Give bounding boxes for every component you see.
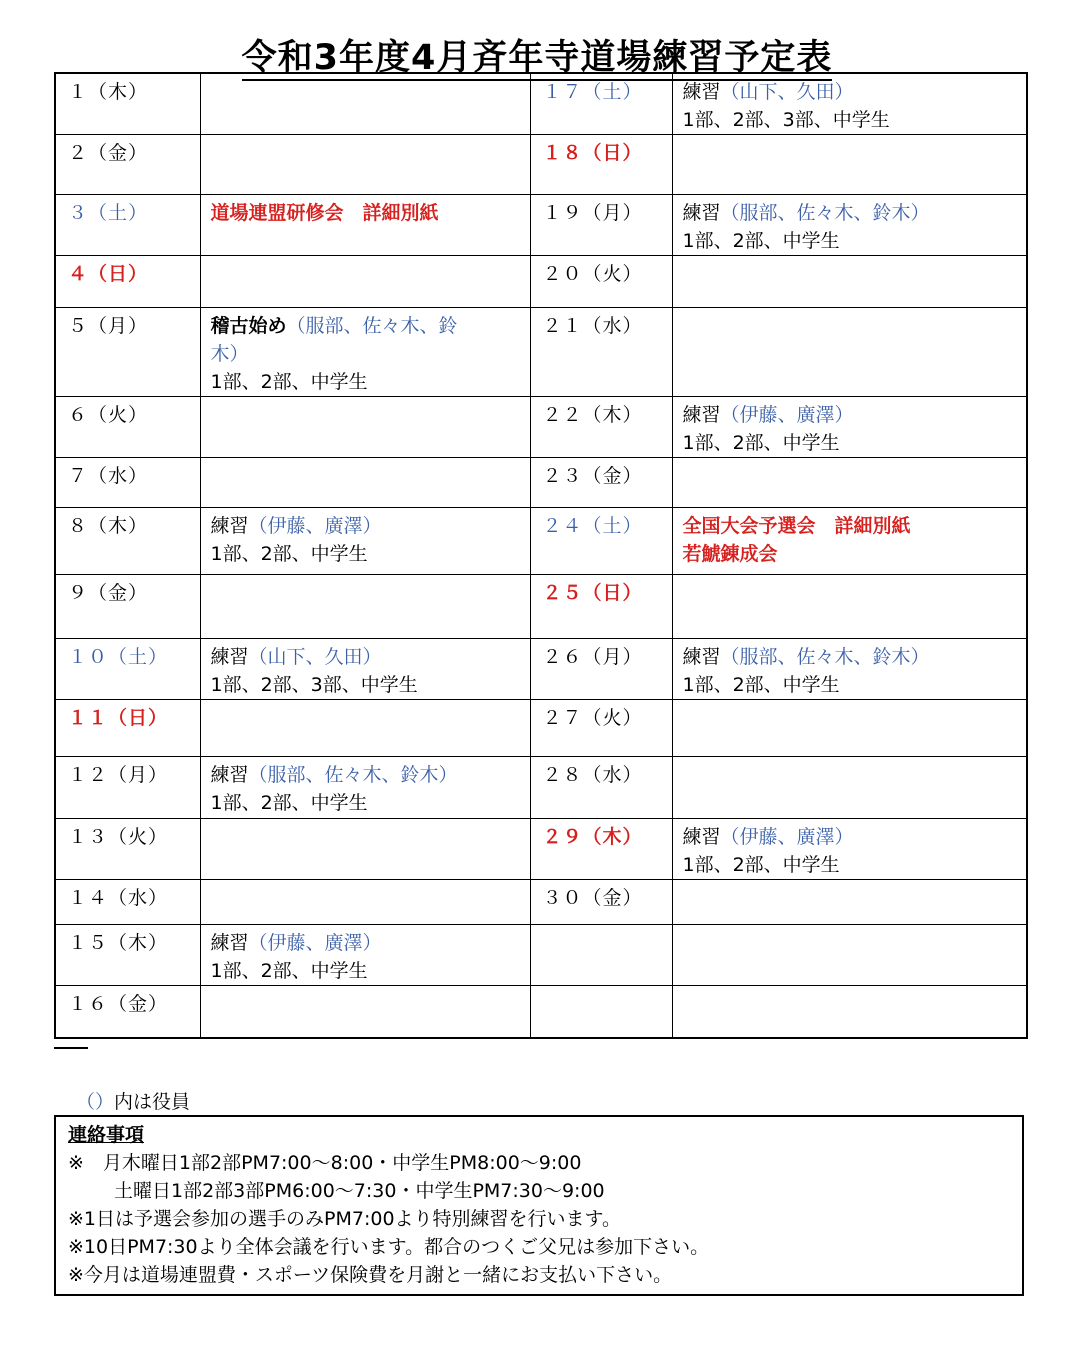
left-date-cell: １（木） [55, 73, 200, 135]
right-event-cell [672, 639, 1027, 700]
legend-paren: （） [76, 1091, 115, 1113]
event-text: （服部、佐々木、鈴 [286, 315, 458, 337]
event-text: 1部、2部、中学生 [682, 854, 840, 876]
event-text: 全国大会予選会 詳細別紙 [682, 515, 911, 537]
event-line [211, 957, 530, 985]
right-date-cell: ２１（水） [530, 308, 672, 397]
table-row [55, 639, 1027, 700]
table-row [55, 195, 1027, 256]
event-text: 練習 [210, 515, 249, 537]
event-text: （伊藤、廣澤） [720, 404, 854, 426]
event-text: 1部、2部、3部、中学生 [682, 109, 890, 131]
event-line [683, 671, 1027, 699]
event-text: 練習 [682, 646, 721, 668]
right-event-cell [672, 880, 1027, 925]
event-text: 若鯱錬成会 [682, 543, 778, 565]
table-row [55, 819, 1027, 880]
right-date-cell: ２８（水） [530, 757, 672, 819]
table-row [55, 757, 1027, 819]
event-line [683, 823, 1027, 851]
left-date-cell: ３（土） [55, 195, 200, 256]
legend-text: 内は役員 [114, 1091, 191, 1113]
right-date-cell: ２７（火） [530, 700, 672, 757]
event-text: 練習 [210, 764, 249, 786]
table-row [55, 397, 1027, 458]
right-event-cell [672, 575, 1027, 639]
event-line [211, 368, 530, 396]
left-date-cell: ５（月） [55, 308, 200, 397]
left-date-cell: １２（月） [55, 757, 200, 819]
right-event-cell [672, 256, 1027, 308]
table-row [55, 880, 1027, 925]
left-event-cell [200, 575, 530, 639]
left-event-cell [200, 819, 530, 880]
left-event-cell [200, 925, 530, 986]
left-event-cell [200, 700, 530, 757]
left-event-cell [200, 256, 530, 308]
event-text: 練習 [682, 81, 721, 103]
event-text: （伊藤、廣澤） [720, 826, 854, 848]
table-row [55, 925, 1027, 986]
right-date-cell: ２４（土） [530, 508, 672, 575]
table-row [55, 73, 1027, 135]
event-text: 1部、2部、中学生 [682, 674, 840, 696]
table-row [55, 308, 1027, 397]
right-event-cell [672, 135, 1027, 195]
table-row [55, 256, 1027, 308]
event-text: （服部、佐々木、鈴木） [720, 646, 930, 668]
left-event-cell [200, 639, 530, 700]
event-text: 木） [210, 343, 249, 365]
right-event-cell [672, 986, 1027, 1038]
table-row [55, 700, 1027, 757]
right-date-cell [530, 986, 672, 1038]
left-date-cell: １４（水） [55, 880, 200, 925]
right-event-cell [672, 308, 1027, 397]
right-event-cell [672, 397, 1027, 458]
event-text: 1部、2部、3部、中学生 [210, 674, 418, 696]
event-line [683, 540, 1027, 568]
table-row [55, 458, 1027, 508]
left-date-cell: ２（金） [55, 135, 200, 195]
page-title-text: 令和3年度4月斉年寺道場練習予定表 [242, 38, 833, 81]
right-event-cell [672, 757, 1027, 819]
event-line [683, 643, 1027, 671]
event-line [211, 789, 530, 817]
event-text: （伊藤、廣澤） [248, 932, 382, 954]
right-event-cell [672, 73, 1027, 135]
right-date-cell: １７（土） [530, 73, 672, 135]
right-date-cell: ２０（火） [530, 256, 672, 308]
event-line [211, 540, 530, 568]
event-text: （服部、佐々木、鈴木） [248, 764, 458, 786]
event-line [211, 929, 530, 957]
left-date-cell: １３（火） [55, 819, 200, 880]
notes-box [54, 1115, 1024, 1296]
notes-title: 連絡事項 [68, 1124, 145, 1146]
event-line [211, 512, 530, 540]
left-date-cell: ４（日） [55, 256, 200, 308]
event-line [683, 227, 1027, 255]
notes-line: ※今月は道場連盟費・スポーツ保険費を月謝と一緒にお支払い下さい。 [68, 1264, 673, 1286]
right-date-cell: ２５（日） [530, 575, 672, 639]
event-line [211, 761, 530, 789]
left-event-cell [200, 135, 530, 195]
left-date-cell: ９（金） [55, 575, 200, 639]
left-event-cell [200, 757, 530, 819]
event-text: 1部、2部、中学生 [210, 371, 368, 393]
event-text: 練習 [682, 404, 721, 426]
notes-line: ※ 月木曜日1部2部PM7:00～8:00・中学生PM8:00～9:00 [68, 1152, 582, 1174]
legend [76, 1087, 190, 1114]
left-date-cell: ８（木） [55, 508, 200, 575]
event-line [211, 199, 530, 227]
event-line [683, 851, 1027, 879]
left-date-cell: ６（火） [55, 397, 200, 458]
right-event-cell [672, 508, 1027, 575]
right-event-cell [672, 925, 1027, 986]
left-event-cell [200, 195, 530, 256]
event-text: （服部、佐々木、鈴木） [720, 202, 930, 224]
event-line [683, 401, 1027, 429]
schedule-body [55, 73, 1027, 1038]
right-date-cell: ２３（金） [530, 458, 672, 508]
event-line [683, 106, 1027, 134]
left-event-cell [200, 308, 530, 397]
left-event-cell [200, 73, 530, 135]
notes-line: ※10日PM7:30より全体会議を行います。都合のつくご父兄は参加下さい。 [68, 1236, 710, 1258]
left-date-cell: １０（土） [55, 639, 200, 700]
left-event-cell [200, 458, 530, 508]
event-line [211, 671, 530, 699]
left-event-cell [200, 508, 530, 575]
event-line [211, 643, 530, 671]
left-date-cell: １５（木） [55, 925, 200, 986]
notes-line: ※1日は予選会参加の選手のみPM7:00より特別練習を行います。 [68, 1208, 622, 1230]
event-line [211, 340, 530, 368]
event-text: （山下、久田） [720, 81, 854, 103]
event-text: 道場連盟研修会 詳細別紙 [210, 202, 439, 224]
left-date-cell: １１（日） [55, 700, 200, 757]
right-date-cell: １９（月） [530, 195, 672, 256]
right-date-cell: ２６（月） [530, 639, 672, 700]
event-text: （伊藤、廣澤） [248, 515, 382, 537]
event-text: （山下、久田） [248, 646, 382, 668]
event-text: 練習 [682, 202, 721, 224]
right-event-cell [672, 195, 1027, 256]
event-line [683, 429, 1027, 457]
right-date-cell: ３０（金） [530, 880, 672, 925]
table-row [55, 135, 1027, 195]
event-text: 練習 [210, 646, 249, 668]
event-text: 練習 [210, 932, 249, 954]
event-text: 稽古始め [210, 315, 287, 337]
right-date-cell: １８（日） [530, 135, 672, 195]
table-row [55, 575, 1027, 639]
table-row [55, 508, 1027, 575]
left-event-cell [200, 397, 530, 458]
event-text: 1部、2部、中学生 [210, 960, 368, 982]
event-line [683, 78, 1027, 106]
notes-line: 土曜日1部2部3部PM6:00～7:30・中学生PM7:30～9:00 [114, 1180, 605, 1202]
schedule-table [54, 72, 1028, 1039]
right-event-cell [672, 458, 1027, 508]
left-event-cell [200, 986, 530, 1038]
event-text: 1部、2部、中学生 [682, 230, 840, 252]
left-date-cell: １６（金） [55, 986, 200, 1038]
right-date-cell [530, 925, 672, 986]
event-text: 1部、2部、中学生 [210, 543, 368, 565]
event-line [211, 312, 530, 340]
event-line [683, 199, 1027, 227]
left-date-cell: ７（水） [55, 458, 200, 508]
event-line [683, 512, 1027, 540]
right-date-cell: ２９（木） [530, 819, 672, 880]
table-row [55, 986, 1027, 1038]
left-event-cell [200, 880, 530, 925]
divider [54, 1047, 88, 1049]
event-text: 1部、2部、中学生 [682, 432, 840, 454]
event-text: 練習 [682, 826, 721, 848]
right-event-cell [672, 819, 1027, 880]
event-text: 1部、2部、中学生 [210, 792, 368, 814]
right-date-cell: ２２（木） [530, 397, 672, 458]
right-event-cell [672, 700, 1027, 757]
